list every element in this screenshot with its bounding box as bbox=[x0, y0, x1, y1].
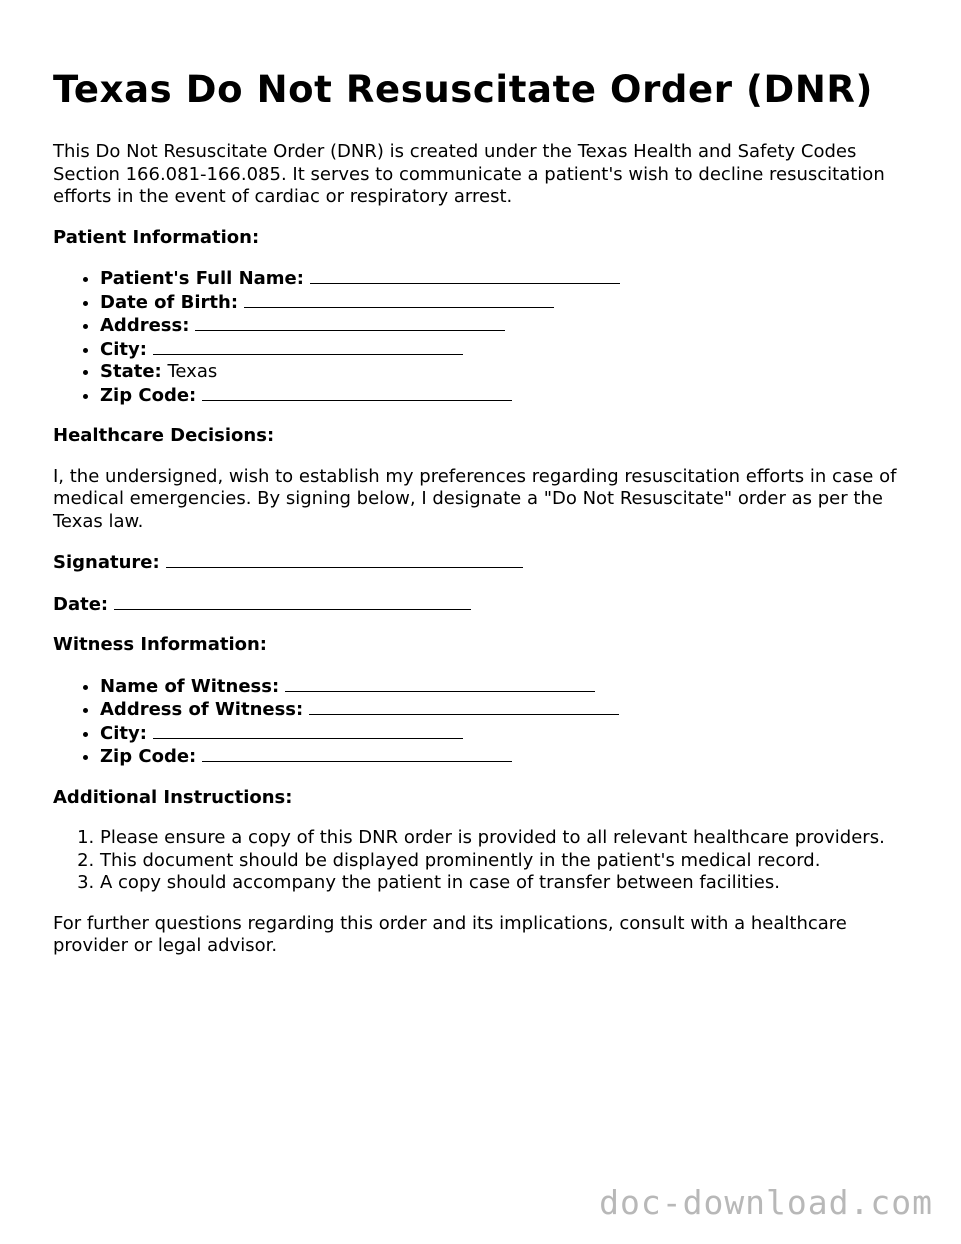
healthcare-decisions-heading: Healthcare Decisions: bbox=[53, 425, 275, 446]
list-item bbox=[100, 314, 913, 338]
list-item bbox=[100, 267, 913, 291]
witness-address-field[interactable] bbox=[309, 698, 619, 715]
list-item bbox=[100, 675, 913, 699]
signature-label: Signature: bbox=[53, 552, 160, 573]
list-item bbox=[100, 338, 913, 362]
closing-paragraph: For further questions regarding this order and its implications, consult with a healthcare provider or legal advisor. bbox=[53, 912, 847, 956]
list-item bbox=[100, 361, 913, 384]
date-field[interactable] bbox=[114, 593, 471, 610]
witness-info-list bbox=[53, 675, 913, 769]
witness-name-field[interactable] bbox=[285, 675, 595, 692]
list-item bbox=[100, 384, 913, 408]
zip-label: Zip Code: bbox=[100, 384, 197, 406]
signature-line bbox=[53, 551, 913, 575]
date-line bbox=[53, 593, 913, 617]
list-item bbox=[100, 722, 913, 746]
instructions-list bbox=[53, 827, 913, 895]
decisions-paragraph: I, the undersigned, wish to establish my preferences regarding resuscitation efforts in case of medical emergencies. By signing below, I designate a "Do Not Resuscitate" order as per the Texas law. bbox=[53, 465, 897, 532]
full-name-label: Patient's Full Name: bbox=[100, 268, 304, 289]
state-value: Texas bbox=[167, 361, 218, 382]
additional-instructions-heading: Additional Instructions: bbox=[53, 786, 293, 808]
list-item bbox=[100, 698, 913, 722]
patient-info-heading: Patient Information: bbox=[53, 226, 260, 248]
list-item: 2. This document should be displayed prominently in the patient's medical record. bbox=[100, 850, 913, 873]
list-item: 3. A copy should accompany the patient in case of transfer between facilities. bbox=[100, 872, 913, 895]
witness-info-heading: Witness Information: bbox=[53, 634, 267, 655]
address-field[interactable] bbox=[195, 314, 505, 331]
witness-name-label: Name of Witness: bbox=[100, 675, 280, 697]
list-item bbox=[100, 745, 913, 769]
watermark: doc-download.com bbox=[599, 1183, 933, 1222]
document-page bbox=[53, 66, 913, 976]
date-label: Date: bbox=[53, 593, 109, 615]
witness-city-field[interactable] bbox=[153, 722, 463, 739]
address-label: Address: bbox=[100, 315, 190, 336]
list-item: 1. Please ensure a copy of this DNR order is provided to all relevant healthcare providers. bbox=[100, 827, 913, 850]
witness-zip-label: Zip Code: bbox=[100, 746, 197, 767]
city-label: City: bbox=[100, 338, 147, 360]
patient-info-list bbox=[53, 267, 913, 407]
full-name-field[interactable] bbox=[310, 267, 620, 284]
zip-field[interactable] bbox=[202, 384, 512, 401]
document-title: Texas Do Not Resuscitate Order (DNR) bbox=[53, 68, 874, 111]
witness-city-label: City: bbox=[100, 722, 147, 744]
witness-address-label: Address of Witness: bbox=[100, 699, 304, 720]
dob-field[interactable] bbox=[244, 291, 554, 308]
state-label: State: bbox=[100, 361, 162, 382]
dob-label: Date of Birth: bbox=[100, 291, 239, 313]
signature-field[interactable] bbox=[166, 551, 523, 568]
intro-paragraph: This Do Not Resuscitate Order (DNR) is created under the Texas Health and Safety Codes Section 166.081-166.085. It serves to communicate a patient's wish to decline resuscitation efforts in the event of cardiac or respiratory arrest. bbox=[53, 141, 885, 207]
city-field[interactable] bbox=[153, 338, 463, 355]
witness-zip-field[interactable] bbox=[202, 745, 512, 762]
list-item bbox=[100, 291, 913, 315]
